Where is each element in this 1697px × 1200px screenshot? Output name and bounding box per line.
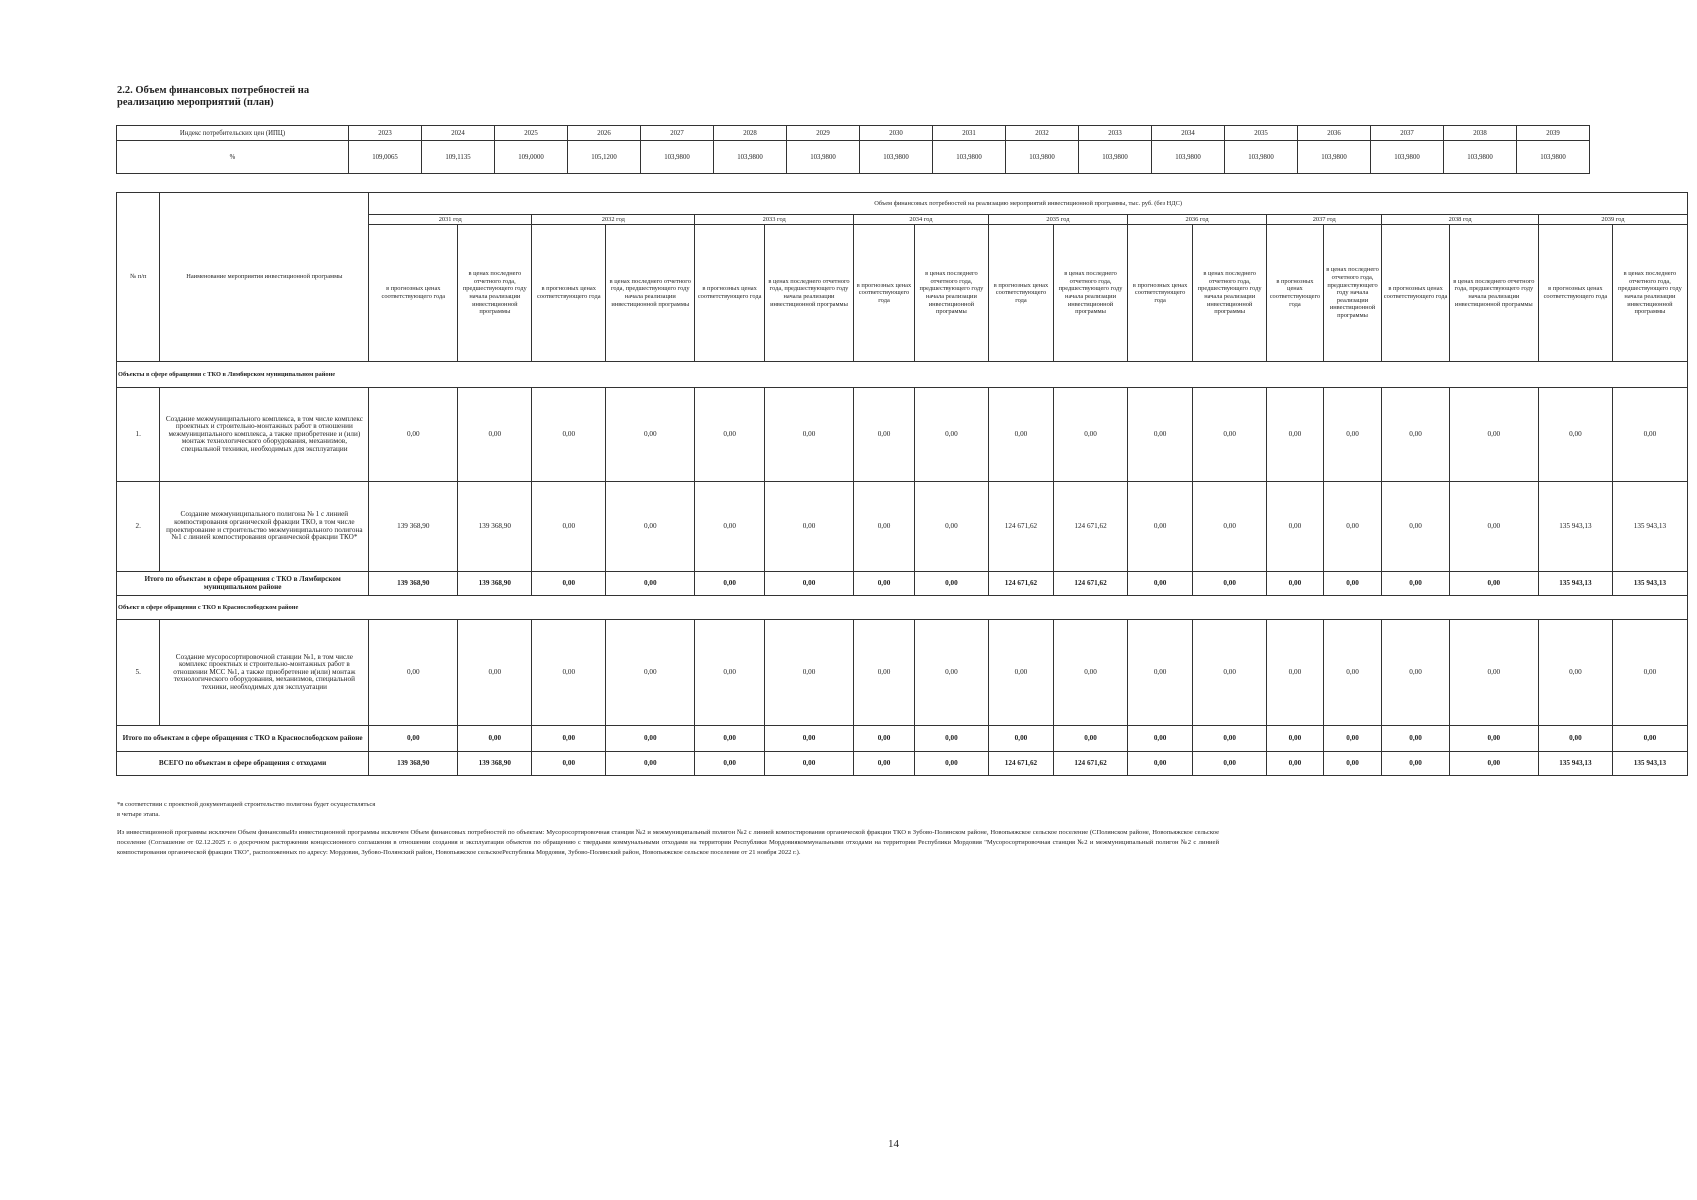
value-cell: 0,00 [695, 388, 765, 482]
value-cell: 0,00 [606, 572, 695, 596]
value-cell: 0,00 [1128, 752, 1193, 776]
sub-header: в прогнозных ценах соответствующего года [1538, 225, 1612, 362]
value-cell: 0,00 [1382, 572, 1449, 596]
sub-header: в ценах последнего отчетного года, предшествующего году начала реализации инвестиционной программы [1054, 225, 1128, 362]
row-name: Создание мусоросортировочной станции №1, в том числе комплекс проектных и строительно-монтажных работ в отношении МСС №1, а также приобретение и(или) монтаж технологического оборудования, механизмов, специальной техники, необходимых для эксплуатации [160, 620, 369, 726]
sub-header: в ценах последнего отчетного года, предшествующего году начала реализации инвестиционной программы [1612, 225, 1687, 362]
value-cell: 135 943,13 [1612, 482, 1687, 572]
year-header: 2038 год [1382, 215, 1539, 225]
cpi-year-row [117, 126, 1590, 141]
value-cell: 139 368,90 [458, 572, 532, 596]
value-cell: 124 671,62 [988, 482, 1053, 572]
value-cell: 0,00 [1267, 572, 1324, 596]
year-header: 2036 год [1128, 215, 1267, 225]
value-cell: 0,00 [988, 388, 1053, 482]
value-cell: 0,00 [458, 388, 532, 482]
value-cell: 135 943,13 [1612, 752, 1687, 776]
value-cell: 0,00 [1128, 482, 1193, 572]
cpi-value: 103,9800 [1298, 141, 1371, 174]
value-cell: 0,00 [606, 482, 695, 572]
value-cell: 0,00 [1267, 620, 1324, 726]
value-cell: 0,00 [1323, 620, 1382, 726]
value-cell: 0,00 [695, 752, 765, 776]
value-cell: 0,00 [854, 726, 915, 752]
value-cell: 0,00 [1054, 388, 1128, 482]
subtotal-label: Итого по объектам в сфере обращения с ТКО в Краснослободском районе [117, 726, 369, 752]
value-cell: 0,00 [1538, 726, 1612, 752]
year-header: 2035 год [988, 215, 1127, 225]
value-cell: 0,00 [1612, 388, 1687, 482]
section-title: Объект в сфере обращения с ТКО в Краснослободском районе [117, 596, 369, 620]
value-cell: 135 943,13 [1538, 572, 1612, 596]
cpi-value: 103,9800 [1152, 141, 1225, 174]
row-name: Создание межмуниципального комплекса, в том числе комплекс проектных и строительно-монтажных работ в отношении межмуниципального комплекса, а также приобретение и (или) монтаж технологического оборудования, механизмов, специальной техники, необходимых для эксплуатации [160, 388, 369, 482]
table-row [117, 620, 1688, 726]
cpi-value: 103,9800 [787, 141, 860, 174]
table-row [117, 388, 1688, 482]
cpi-value: 103,9800 [933, 141, 1006, 174]
year-header: 2034 год [854, 215, 989, 225]
value-cell: 0,00 [695, 572, 765, 596]
value-cell: 0,00 [914, 572, 988, 596]
value-cell: 0,00 [1323, 726, 1382, 752]
value-cell: 0,00 [1382, 752, 1449, 776]
value-cell: 0,00 [1193, 726, 1267, 752]
grand-total-row [117, 752, 1688, 776]
value-cell: 0,00 [532, 620, 606, 726]
table-row [117, 482, 1688, 572]
cpi-year: 2027 [641, 126, 714, 141]
value-cell: 0,00 [1128, 572, 1193, 596]
value-cell: 0,00 [1382, 726, 1449, 752]
cpi-value: 103,9800 [714, 141, 787, 174]
year-header: 2037 год [1267, 215, 1382, 225]
value-cell: 0,00 [1267, 482, 1324, 572]
year-header: 2039 год [1538, 215, 1687, 225]
value-cell: 0,00 [764, 482, 853, 572]
cpi-value-row [117, 141, 1590, 174]
group-header-row [117, 193, 1688, 215]
sub-header: в прогнозных ценах соответствующего года [1382, 225, 1449, 362]
value-cell: 0,00 [1612, 726, 1687, 752]
value-cell: 0,00 [606, 752, 695, 776]
sub-header: в ценах последнего отчетного года, предшествующего году начала реализации инвестиционной программы [764, 225, 853, 362]
value-cell: 0,00 [854, 752, 915, 776]
value-cell: 0,00 [458, 726, 532, 752]
value-cell: 0,00 [854, 482, 915, 572]
value-cell: 0,00 [695, 620, 765, 726]
cpi-value: 103,9800 [1517, 141, 1590, 174]
value-cell: 0,00 [458, 620, 532, 726]
value-cell: 0,00 [764, 752, 853, 776]
value-cell: 0,00 [914, 388, 988, 482]
col-num-header: № п/п [117, 193, 160, 362]
value-cell: 0,00 [854, 572, 915, 596]
section-fill [369, 362, 1688, 388]
value-cell: 0,00 [1193, 388, 1267, 482]
section-title: Объекты в сфере обращения с ТКО в Лямбирском муниципальном районе [117, 362, 369, 388]
value-cell: 0,00 [532, 752, 606, 776]
sub-header: в прогнозных ценах соответствующего года [988, 225, 1053, 362]
value-cell: 124 671,62 [1054, 482, 1128, 572]
subtotal-row [117, 726, 1688, 752]
value-cell: 124 671,62 [988, 572, 1053, 596]
value-cell: 139 368,90 [369, 572, 458, 596]
value-cell: 0,00 [606, 726, 695, 752]
value-cell: 0,00 [1612, 620, 1687, 726]
page-number: 14 [888, 1138, 899, 1150]
value-cell: 139 368,90 [369, 482, 458, 572]
value-cell: 0,00 [1449, 752, 1538, 776]
value-cell: 0,00 [1323, 752, 1382, 776]
value-cell: 0,00 [532, 388, 606, 482]
cpi-year: 2029 [787, 126, 860, 141]
cpi-value: 103,9800 [1371, 141, 1444, 174]
sub-header: в прогнозных ценах соответствующего года [532, 225, 606, 362]
value-cell: 139 368,90 [369, 752, 458, 776]
value-cell: 0,00 [1382, 482, 1449, 572]
year-header: 2032 год [532, 215, 695, 225]
year-header: 2033 год [695, 215, 854, 225]
cpi-value: 103,9800 [1444, 141, 1517, 174]
value-cell: 135 943,13 [1538, 482, 1612, 572]
value-cell: 0,00 [695, 726, 765, 752]
value-cell: 0,00 [1323, 388, 1382, 482]
row-num: 2. [117, 482, 160, 572]
value-cell: 0,00 [988, 726, 1053, 752]
cpi-year: 2028 [714, 126, 787, 141]
row-num: 5. [117, 620, 160, 726]
section-row [117, 596, 1688, 620]
section-row [117, 362, 1688, 388]
value-cell: 0,00 [1128, 388, 1193, 482]
sub-header: в прогнозных ценах соответствующего года [369, 225, 458, 362]
value-cell: 0,00 [1449, 482, 1538, 572]
cpi-year: 2035 [1225, 126, 1298, 141]
value-cell: 0,00 [914, 620, 988, 726]
value-cell: 135 943,13 [1538, 752, 1612, 776]
value-cell: 139 368,90 [458, 482, 532, 572]
cpi-year: 2034 [1152, 126, 1225, 141]
row-name: Создание межмуниципального полигона № 1 с линией компостирования органической фракции ТКО, в том числе проектирование и строительство межмуниципального полигона №1 с линией компостирования органической фракции ТКО* [160, 482, 369, 572]
financial-needs-table [116, 192, 1688, 776]
cpi-row-label: Индекс потребительских цен (ИПЦ) [117, 126, 349, 141]
value-cell: 0,00 [1323, 572, 1382, 596]
value-cell: 0,00 [1193, 752, 1267, 776]
cpi-year: 2023 [349, 126, 422, 141]
footnote: *в соответствии с проектной документацией строительство полигона будет осуществляться в четыре этапа. [117, 801, 376, 818]
cpi-value: 103,9800 [1006, 141, 1079, 174]
value-cell: 0,00 [764, 620, 853, 726]
value-cell: 0,00 [1193, 482, 1267, 572]
cpi-table [116, 125, 1590, 174]
subtotal-row [117, 572, 1688, 596]
cpi-year: 2036 [1298, 126, 1371, 141]
sub-header: в ценах последнего отчетного года, предшествующего году начала реализации инвестиционной программы [1323, 225, 1382, 362]
value-cell: 0,00 [1054, 726, 1128, 752]
cpi-year: 2038 [1444, 126, 1517, 141]
value-cell: 0,00 [1449, 620, 1538, 726]
value-cell: 0,00 [988, 620, 1053, 726]
row-num: 1. [117, 388, 160, 482]
cpi-year: 2037 [1371, 126, 1444, 141]
value-cell: 0,00 [1538, 620, 1612, 726]
value-cell: 0,00 [532, 482, 606, 572]
cpi-year: 2039 [1517, 126, 1590, 141]
col-name-header: Наименование мероприятия инвестиционной программы [160, 193, 369, 362]
cpi-year: 2024 [422, 126, 495, 141]
group-title: Объем финансовых потребностей на реализацию мероприятий инвестиционной программы, тыс. руб. (без НДС) [369, 193, 1688, 215]
value-cell: 0,00 [369, 388, 458, 482]
sub-header: в ценах последнего отчетного года, предшествующего году начала реализации инвестиционной программы [1449, 225, 1538, 362]
value-cell: 0,00 [1323, 482, 1382, 572]
value-cell: 0,00 [532, 726, 606, 752]
sub-header: в прогнозных ценах соответствующего года [695, 225, 765, 362]
cpi-year: 2032 [1006, 126, 1079, 141]
value-cell: 124 671,62 [988, 752, 1053, 776]
value-cell: 0,00 [914, 482, 988, 572]
value-cell: 0,00 [1128, 620, 1193, 726]
value-cell: 0,00 [532, 572, 606, 596]
cpi-value: 103,9800 [1225, 141, 1298, 174]
sub-header: в прогнозных ценах соответствующего года [1128, 225, 1193, 362]
cpi-year: 2031 [933, 126, 1006, 141]
value-cell: 139 368,90 [458, 752, 532, 776]
value-cell: 0,00 [1193, 572, 1267, 596]
cpi-value: 103,9800 [860, 141, 933, 174]
value-cell: 0,00 [764, 726, 853, 752]
value-cell: 0,00 [854, 388, 915, 482]
exclusion-note: Из инвестиционной программы исключен Объем финансовыИз инвестиционной программы исключен Объем финансовых потребностей по объектам: Мусоросортировочная станция №2 и межмуниципальный полигон №2 с линией компостирования органической фракции ТКО в Зубово-Полянском районе, Новопьяжское сельское поселение (СПолянском районе, Новопьяжское сельское поселение (Соглашение от 02.12.2025 г. о досрочном расторжении концессионного соглашения в отношении создания и эксплуатации объектов по обращению с твердыми коммунальными отходами на территории Республики Мордовиякоммунальными отходами на территории Республики Мордовия "Мусоросортировочная станция №2 и межмуниципальный полигон №2 с линией компостирования органической фракции ТКО", расположенных по адресу: Мордовия, Зубово-Полянский район, Новопьяжское сельскоеРеспублика Мордовия, Зубово-Полянский район, Новопьяжское сельское поселение от 21 ноября 2022 г.). [117, 829, 1219, 856]
cpi-value: 109,0065 [349, 141, 422, 174]
cpi-year: 2030 [860, 126, 933, 141]
value-cell: 0,00 [1449, 572, 1538, 596]
value-cell: 124 671,62 [1054, 572, 1128, 596]
value-cell: 0,00 [1054, 620, 1128, 726]
cpi-value: 103,9800 [641, 141, 714, 174]
cpi-year: 2033 [1079, 126, 1152, 141]
sub-header: в ценах последнего отчетного года, предшествующего году начала реализации инвестиционной программы [914, 225, 988, 362]
value-cell: 0,00 [695, 482, 765, 572]
value-cell: 124 671,62 [1054, 752, 1128, 776]
year-header: 2031 год [369, 215, 532, 225]
value-cell: 0,00 [606, 388, 695, 482]
cpi-value: 109,1135 [422, 141, 495, 174]
sub-header: в прогнозных ценах соответствующего года [1267, 225, 1324, 362]
value-cell: 0,00 [1449, 726, 1538, 752]
value-cell: 0,00 [1449, 388, 1538, 482]
value-cell: 0,00 [914, 752, 988, 776]
cpi-value: 105,1200 [568, 141, 641, 174]
value-cell: 0,00 [764, 572, 853, 596]
subtotal-label: Итого по объектам в сфере обращения с ТКО в Лямбирском муниципальном районе [117, 572, 369, 596]
sub-header: в прогнозных ценах соответствующего года [854, 225, 915, 362]
section-heading: 2.2. Объем финансовых потребностей на реализацию мероприятий (план) [117, 85, 310, 108]
value-cell: 0,00 [369, 726, 458, 752]
grand-total-label: ВСЕГО по объектам в сфере обращения с отходами [117, 752, 369, 776]
cpi-unit-label: % [117, 141, 349, 174]
section-fill [369, 596, 1688, 620]
value-cell: 0,00 [1538, 388, 1612, 482]
value-cell: 0,00 [854, 620, 915, 726]
value-cell: 135 943,13 [1612, 572, 1687, 596]
value-cell: 0,00 [1267, 388, 1324, 482]
cpi-year: 2025 [495, 126, 568, 141]
value-cell: 0,00 [1267, 752, 1324, 776]
value-cell: 0,00 [1382, 620, 1449, 726]
cpi-value: 103,9800 [1079, 141, 1152, 174]
value-cell: 0,00 [1193, 620, 1267, 726]
sub-header: в ценах последнего отчетного года, предшествующего году начала реализации инвестиционной программы [606, 225, 695, 362]
value-cell: 0,00 [1128, 726, 1193, 752]
value-cell: 0,00 [1382, 388, 1449, 482]
sub-header: в ценах последнего отчетного года, предшествующего году начала реализации инвестиционной программы [1193, 225, 1267, 362]
value-cell: 0,00 [1267, 726, 1324, 752]
value-cell: 0,00 [914, 726, 988, 752]
value-cell: 0,00 [606, 620, 695, 726]
cpi-year: 2026 [568, 126, 641, 141]
sub-header: в ценах последнего отчетного года, предшествующего году начала реализации инвестиционной программы [458, 225, 532, 362]
value-cell: 0,00 [369, 620, 458, 726]
value-cell: 0,00 [764, 388, 853, 482]
cpi-value: 109,0000 [495, 141, 568, 174]
